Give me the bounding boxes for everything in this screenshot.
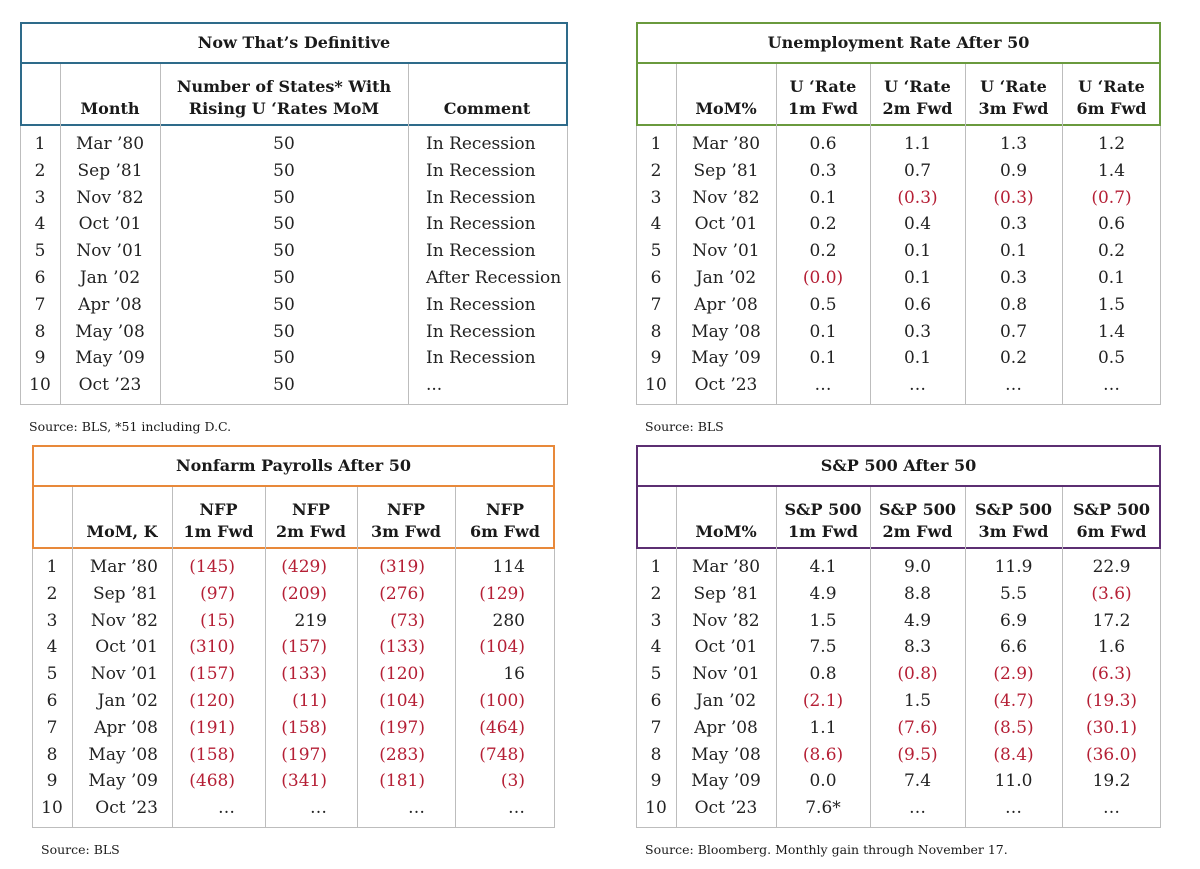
column-header: S&P 500 1m Fwd [784,500,862,541]
value-cell: (191) [189,717,235,738]
row-number: 9 [46,771,58,792]
unemployment-rate-table [636,22,1161,405]
row-number: 4 [650,214,662,235]
value-cell: 6.6 [999,637,1028,658]
month-cell: Nov ’82 [76,187,144,208]
month-cell: Sep ’81 [92,583,158,604]
value-cell: 0.3 [999,214,1028,235]
value-cell: 4.9 [809,583,837,604]
row-number: 4 [34,214,46,235]
column-header: MoM% [695,99,757,118]
value-cell: (197) [281,744,327,765]
value-cell: (120) [379,664,425,685]
month-cell: Sep ’81 [693,160,759,181]
value-cell: 0.1 [999,241,1028,262]
value-cell: 50 [273,348,295,369]
row-number: 5 [650,664,662,685]
value-cell: 0.7 [903,160,932,181]
value-cell: (6.3) [1091,664,1132,685]
value-cell: (145) [189,557,235,577]
value-cell: (464) [479,717,525,738]
month-cell: May ’09 [88,771,158,792]
month-cell: Nov ’82 [90,610,158,631]
column-header: S&P 500 6m Fwd [1073,500,1150,541]
rising-states-table [20,22,568,405]
table-title: Now That’s Definitive [20,22,568,64]
value-cell: In Recession [426,187,536,208]
value-cell: 0.1 [809,321,837,342]
row-number: 2 [650,583,662,604]
value-cell: 22.9 [1092,557,1131,577]
source-note: Source: BLS [645,419,724,434]
row-number: 10 [41,798,63,819]
value-cell: 50 [273,214,295,235]
value-cell: … [1103,798,1120,819]
value-cell: 5.5 [999,583,1028,604]
column-header: S&P 500 2m Fwd [879,500,956,541]
row-number: 7 [650,717,662,738]
value-cell: (429) [281,557,327,577]
value-cell: (158) [189,744,235,765]
source-note: Source: Bloomberg. Monthly gain through November 17. [645,842,1008,857]
month-cell: Jan ’02 [695,268,757,288]
table-title: Unemployment Rate After 50 [636,22,1161,64]
month-cell: Oct ’23 [694,798,758,819]
column-header: S&P 500 3m Fwd [975,500,1052,541]
month-cell: May ’08 [691,321,761,342]
value-cell: … [1005,375,1022,396]
value-cell: (8.5) [993,717,1034,738]
value-cell: In Recession [426,294,536,315]
value-cell: 0.7 [999,321,1028,342]
column-header: Comment [443,99,531,118]
value-cell: ... [426,375,443,396]
month-cell: Apr ’08 [694,717,758,738]
value-cell: (104) [379,691,425,711]
month-cell: Nov ’01 [692,664,760,685]
value-cell: (36.0) [1085,744,1138,765]
column-header: MoM% [695,522,757,541]
value-cell: 7.5 [809,637,837,658]
column-header: NFP 3m Fwd [371,500,441,541]
value-cell: (15) [200,610,235,631]
month-cell: May ’08 [691,744,761,765]
value-cell: … [508,798,525,819]
month-cell: Apr ’08 [694,294,758,315]
month-cell: May ’08 [88,744,158,765]
value-cell: 0.2 [999,348,1028,369]
value-cell: 8.3 [903,637,932,658]
row-number: 1 [46,557,58,577]
value-cell: (341) [281,771,327,792]
row-number: 5 [46,664,58,685]
value-cell: (157) [189,664,235,685]
row-number: 6 [46,691,58,711]
value-cell: 0.1 [903,348,932,369]
value-cell: (197) [379,717,425,738]
row-number: 8 [46,744,58,765]
value-cell: 11.0 [994,771,1033,792]
value-cell: (209) [281,583,327,604]
row-number: 1 [650,134,662,154]
value-cell: 0.1 [903,241,932,262]
row-number: 1 [650,557,662,577]
month-cell: Mar ’80 [691,134,761,154]
value-cell: 1.4 [1097,321,1126,342]
column-header [20,64,60,126]
value-cell: … [218,798,235,819]
month-cell: Mar ’80 [89,557,158,577]
row-number: 3 [34,187,46,208]
value-cell: (11) [292,691,327,711]
value-cell: After Recession [426,268,562,288]
value-cell: 0.2 [809,241,837,262]
value-cell: (158) [281,717,327,738]
column-header: Month [80,99,140,118]
value-cell: 0.1 [1097,268,1126,288]
value-cell: 6.9 [999,610,1028,631]
value-cell: (157) [281,637,327,658]
value-cell: (7.6) [897,717,938,738]
table-title: S&P 500 After 50 [636,445,1161,487]
column-header [32,487,72,549]
value-cell: (181) [379,771,425,792]
row-number: 4 [650,637,662,658]
row-number: 8 [34,321,46,342]
month-cell: Mar ’80 [691,557,761,577]
value-cell: 0.1 [809,187,837,208]
value-cell: … [1103,375,1120,396]
value-cell: 50 [273,187,295,208]
value-cell: (2.9) [993,664,1034,685]
sp500-table [636,445,1161,828]
value-cell: 0.2 [1097,241,1126,262]
month-cell: Oct ’23 [694,375,758,396]
column-header: U ‘Rate 1m Fwd [788,77,858,118]
row-number: 3 [650,187,662,208]
value-cell: 1.3 [999,134,1028,154]
value-cell: 0.6 [809,134,837,154]
value-cell: (133) [281,664,327,685]
value-cell: 1.5 [1097,294,1126,315]
value-cell: 0.1 [903,268,932,288]
month-cell: May ’09 [75,348,145,369]
month-cell: Nov ’82 [692,610,760,631]
value-cell: … [909,798,926,819]
value-cell: 9.0 [903,557,932,577]
value-cell: 0.6 [903,294,932,315]
source-note: Source: BLS, *51 including D.C. [29,419,232,434]
value-cell: … [909,375,926,396]
value-cell: 1.1 [809,717,837,738]
row-number: 2 [650,160,662,181]
row-number: 2 [34,160,46,181]
value-cell: (748) [479,744,525,765]
value-cell: 280 [492,610,525,631]
month-cell: Nov ’01 [692,241,760,262]
row-number: 6 [650,691,662,711]
value-cell: (8.4) [993,744,1034,765]
source-note: Source: BLS [41,842,120,857]
row-number: 3 [650,610,662,631]
value-cell: (283) [379,744,425,765]
value-cell: (120) [189,691,235,711]
value-cell: 0.2 [809,214,837,235]
value-cell: 11.9 [994,557,1033,577]
column-header: NFP 6m Fwd [470,500,540,541]
row-number: 9 [650,771,662,792]
column-header [636,487,676,549]
value-cell: (8.6) [802,744,844,765]
value-cell: (468) [189,771,235,792]
month-cell: Apr ’08 [78,294,142,315]
column-header [636,64,676,126]
value-cell: (0.8) [897,664,938,685]
value-cell: 1.6 [1097,637,1126,658]
month-cell: Nov ’82 [692,187,760,208]
value-cell: (133) [379,637,425,658]
value-cell: 0.4 [903,214,932,235]
value-cell: 19.2 [1092,771,1131,792]
value-cell: 0.5 [1097,348,1126,369]
value-cell: (3.6) [1091,583,1132,604]
column-header: NFP 1m Fwd [183,500,254,541]
row-number: 6 [34,268,46,288]
row-number: 9 [34,348,46,369]
column-header: U ‘Rate 6m Fwd [1076,77,1147,118]
row-number: 10 [645,798,667,819]
value-cell: In Recession [426,241,536,262]
month-cell: Oct ’01 [694,214,758,235]
value-cell: 0.8 [809,664,837,685]
value-cell: 50 [273,375,295,396]
value-cell: 1.4 [1097,160,1126,181]
value-cell: 16 [503,664,525,685]
value-cell: (3) [500,771,525,792]
month-cell: Oct ’23 [95,798,158,819]
row-number: 5 [34,241,46,262]
value-cell: 50 [273,294,295,315]
row-number: 10 [645,375,667,396]
value-cell: 50 [273,268,295,288]
row-number: 4 [46,637,58,658]
value-cell: 1.5 [809,610,837,631]
value-cell: 50 [273,321,295,342]
value-cell: 4.9 [903,610,932,631]
row-number: 6 [650,268,662,288]
value-cell: (0.0) [802,268,844,288]
value-cell: (9.5) [897,744,938,765]
month-cell: Oct ’01 [694,637,758,658]
month-cell: Oct ’01 [95,637,158,658]
value-cell: (100) [479,691,525,711]
row-number: 7 [46,717,58,738]
value-cell: … [408,798,425,819]
row-number: 7 [650,294,662,315]
value-cell: … [814,375,832,396]
row-number: 7 [34,294,46,315]
value-cell: 50 [273,241,295,262]
value-cell: 17.2 [1092,610,1131,631]
value-cell: 114 [492,557,525,577]
month-cell: May ’09 [691,348,761,369]
value-cell: In Recession [426,134,536,154]
month-cell: Nov ’01 [76,241,144,262]
column-header: Number of States* With Rising U ‘Rates MoM [176,77,392,118]
column-header: MoM, K [86,522,158,541]
value-cell: 4.1 [809,557,837,577]
month-cell: Oct ’23 [78,375,142,396]
value-cell: (19.3) [1085,691,1138,711]
value-cell: 7.6* [805,798,841,819]
value-cell: 0.6 [1097,214,1126,235]
value-cell: (104) [479,637,525,658]
value-cell: (310) [189,637,235,658]
value-cell: 0.3 [903,321,932,342]
row-number: 8 [650,321,662,342]
value-cell: 50 [273,134,295,154]
row-number: 10 [29,375,51,396]
month-cell: Apr ’08 [94,717,158,738]
month-cell: Jan ’02 [79,268,141,288]
nonfarm-payrolls-table [32,445,555,828]
value-cell: 8.8 [903,583,932,604]
column-header: NFP 2m Fwd [276,500,346,541]
column-header: U ‘Rate 3m Fwd [978,77,1049,118]
value-cell: In Recession [426,321,536,342]
value-cell: (97) [200,583,235,604]
value-cell: (276) [379,583,425,604]
row-number: 1 [34,134,46,154]
month-cell: Nov ’01 [90,664,158,685]
value-cell: In Recession [426,160,536,181]
value-cell: 7.4 [903,771,932,792]
value-cell: 0.0 [809,771,837,792]
month-cell: Oct ’01 [78,214,142,235]
value-cell: 1.1 [903,134,932,154]
value-cell: 0.3 [809,160,837,181]
month-cell: Sep ’81 [77,160,143,181]
row-number: 9 [650,348,662,369]
row-number: 3 [46,610,58,631]
value-cell: (2.1) [802,691,844,711]
value-cell: (0.3) [993,187,1034,208]
month-cell: Jan ’02 [97,691,158,711]
month-cell: May ’08 [75,321,145,342]
row-number: 8 [650,744,662,765]
table-title: Nonfarm Payrolls After 50 [32,445,555,487]
value-cell: 0.9 [999,160,1028,181]
value-cell: In Recession [426,348,536,369]
month-cell: May ’09 [691,771,761,792]
column-header: U ‘Rate 2m Fwd [882,77,953,118]
value-cell: In Recession [426,214,536,235]
value-cell: (319) [379,557,425,577]
value-cell: (73) [390,610,425,631]
value-cell: 0.1 [809,348,837,369]
value-cell: 1.2 [1097,134,1126,154]
row-number: 2 [46,583,58,604]
value-cell: … [1005,798,1022,819]
month-cell: Mar ’80 [75,134,145,154]
value-cell: 50 [273,160,295,181]
value-cell: (4.7) [993,691,1034,711]
value-cell: (30.1) [1085,717,1138,738]
value-cell: 1.5 [903,691,932,711]
value-cell: (129) [479,583,525,604]
row-number: 5 [650,241,662,262]
value-cell: (0.7) [1091,187,1132,208]
value-cell: 0.3 [999,268,1028,288]
value-cell: (0.3) [897,187,938,208]
value-cell: 219 [294,610,327,631]
value-cell: 0.5 [809,294,837,315]
month-cell: Sep ’81 [693,583,759,604]
value-cell: … [310,798,327,819]
value-cell: 0.8 [999,294,1028,315]
month-cell: Jan ’02 [695,691,757,711]
